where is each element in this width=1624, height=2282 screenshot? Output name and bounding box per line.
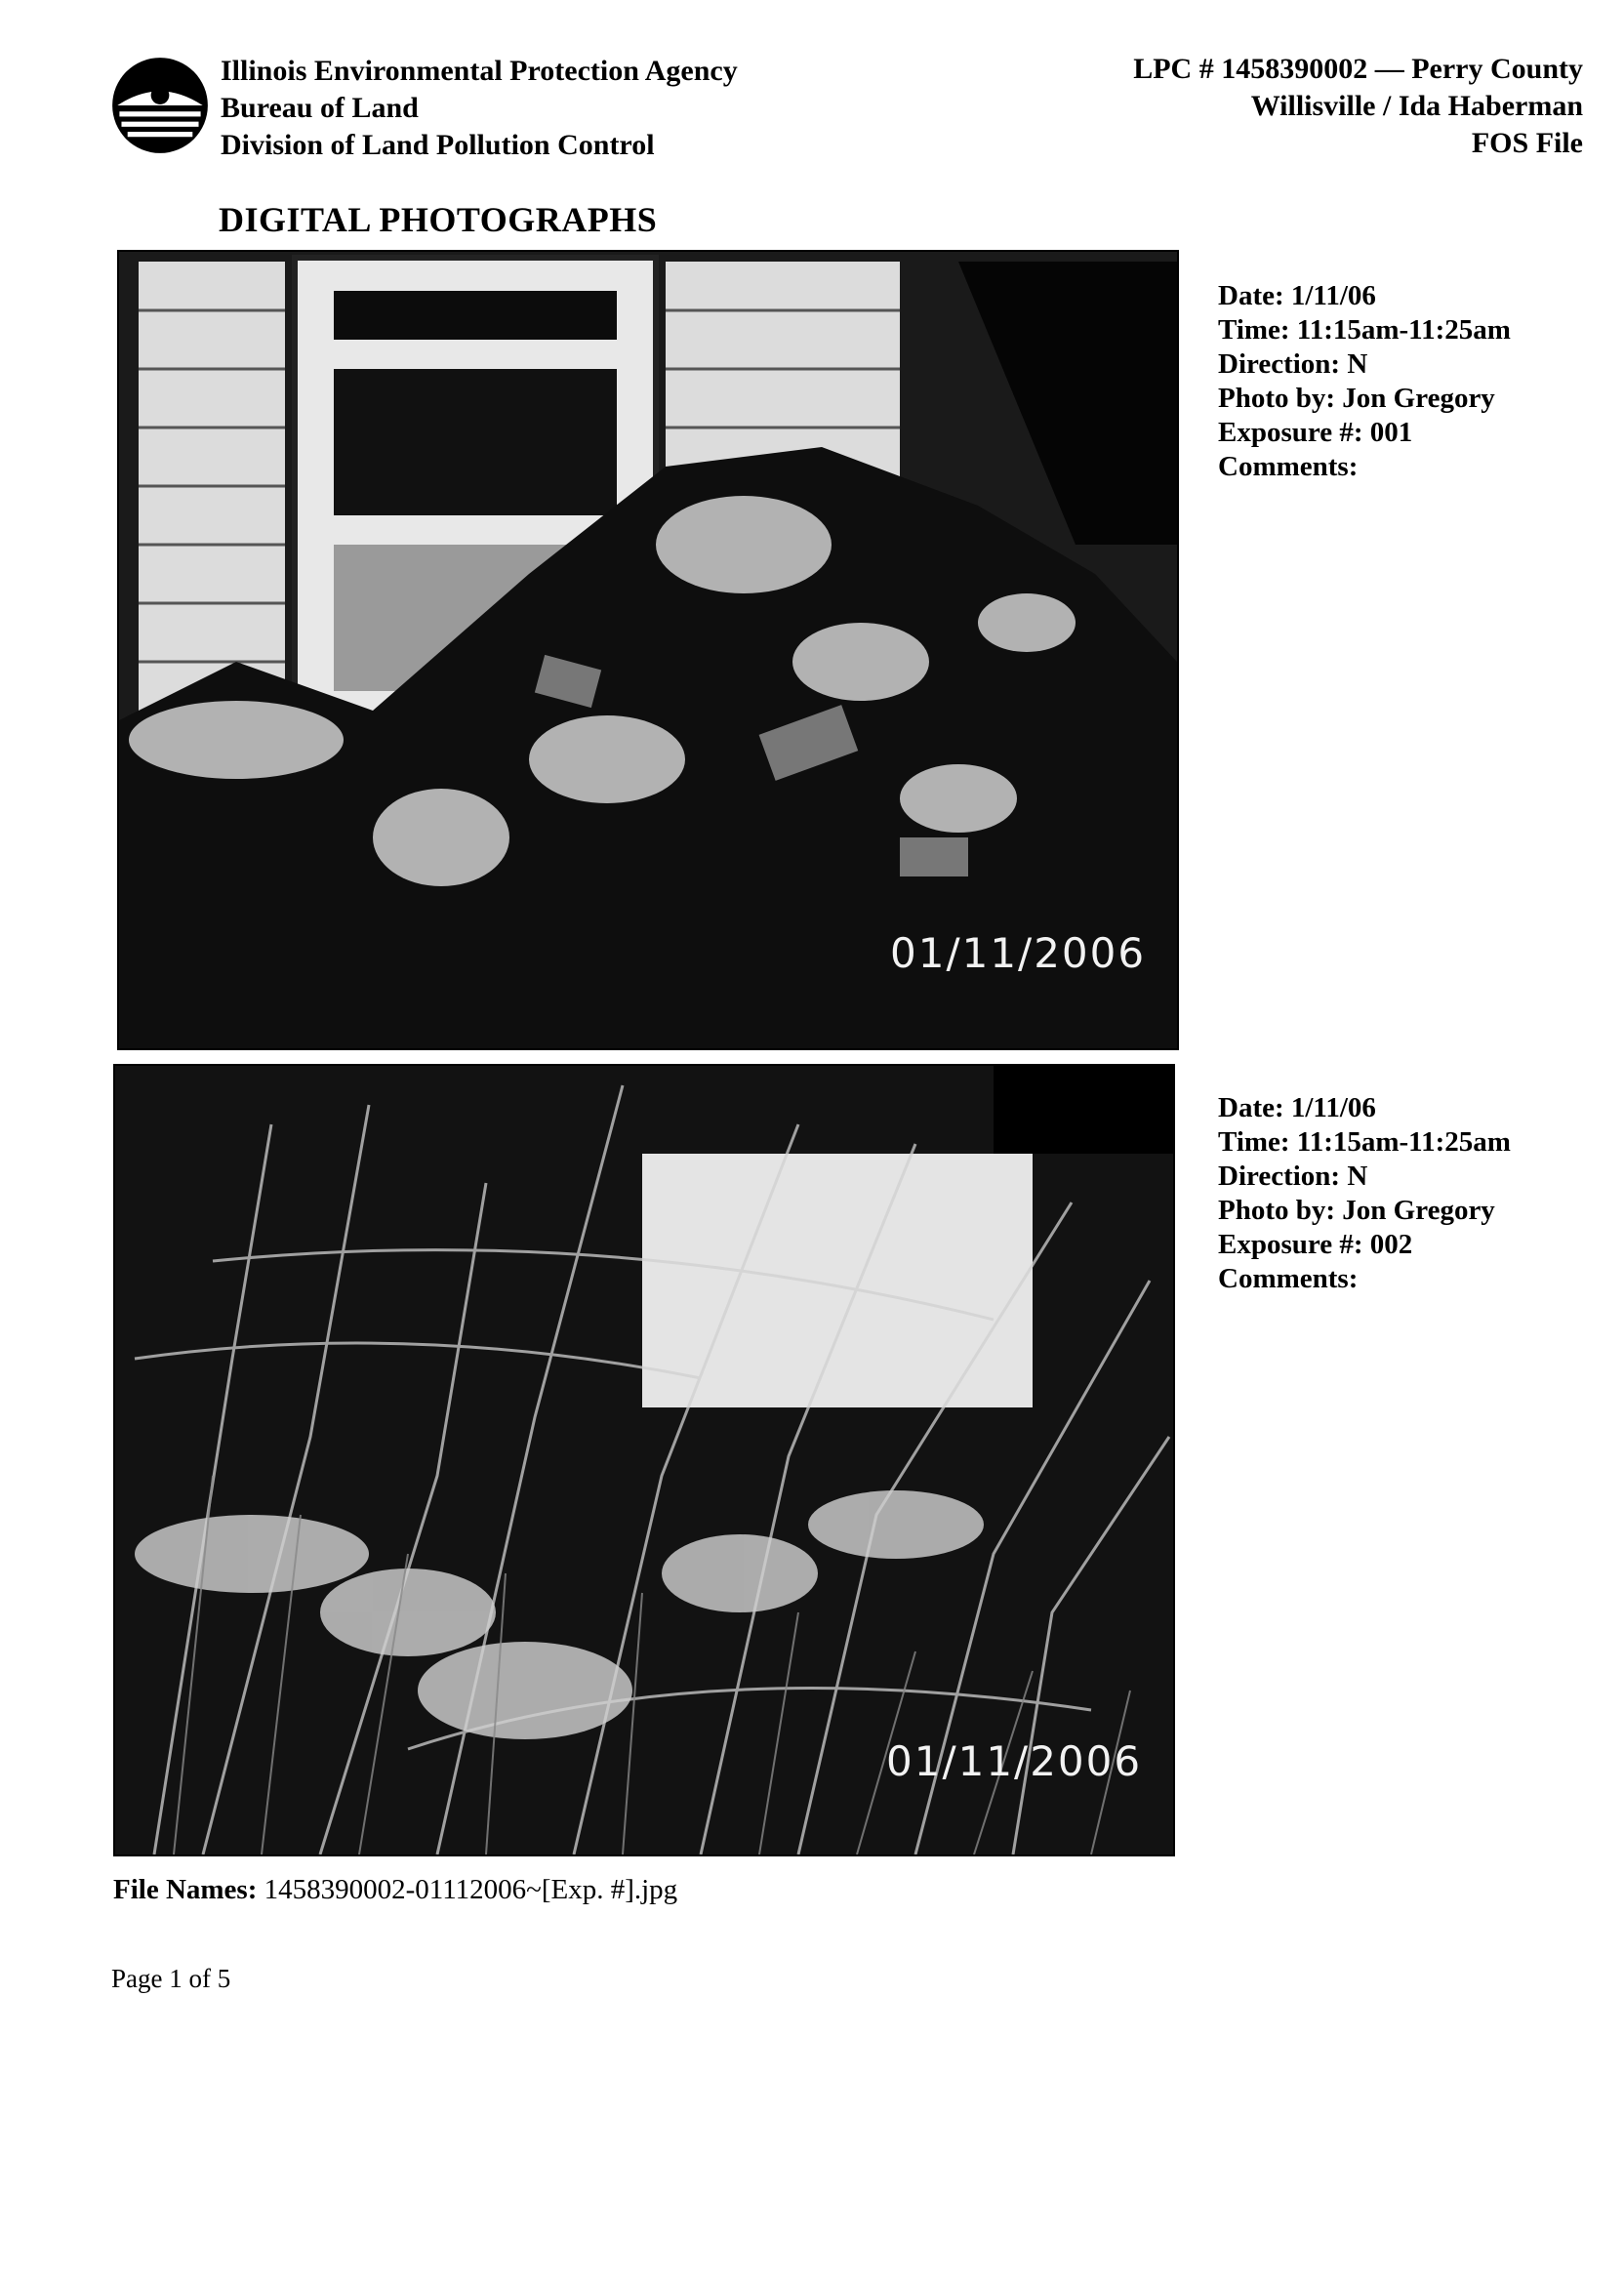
- photo-2-photographer: Photo by: Jon Gregory: [1218, 1195, 1495, 1226]
- photo-2-image: [115, 1066, 1173, 1854]
- photo-2-date-stamp: 01/11/2006: [886, 1737, 1143, 1785]
- page-number: Page 1 of 5: [111, 1964, 231, 1993]
- file-names: [113, 1874, 677, 1906]
- photo-2-exposure: Exposure #: 002: [1218, 1229, 1413, 1260]
- bureau-name: Bureau of Land: [221, 92, 419, 124]
- photo-1: [117, 250, 1179, 1050]
- photo-1-direction: Direction: N: [1218, 348, 1368, 380]
- photo-2: [113, 1064, 1175, 1856]
- photo-1-exposure: Exposure #: 001: [1218, 417, 1413, 448]
- photo-1-photographer: Photo by: Jon Gregory: [1218, 383, 1495, 414]
- division-name: Division of Land Pollution Control: [221, 129, 655, 161]
- photo-1-time: Time: 11:15am-11:25am: [1218, 314, 1511, 346]
- photo-1-date: Date: 1/11/06: [1218, 280, 1376, 311]
- photo-2-metadata: [1218, 1091, 1511, 1296]
- document-title: DIGITAL PHOTOGRAPHS: [219, 200, 658, 239]
- file-names-label: File Names:: [113, 1874, 258, 1905]
- site-name: Willisville / Ida Haberman: [1250, 90, 1583, 122]
- photo-2-comments: Comments:: [1218, 1263, 1359, 1294]
- iepa-logo: [109, 55, 211, 156]
- photo-2-date: Date: 1/11/06: [1218, 1092, 1376, 1123]
- photo-1-comments: Comments:: [1218, 451, 1359, 482]
- photo-1-date-stamp: 01/11/2006: [890, 929, 1147, 977]
- file-type: FOS File: [1471, 127, 1583, 159]
- file-names-value: 1458390002-01112006~[Exp. #].jpg: [257, 1874, 678, 1905]
- lpc-number: LPC # 1458390002 — Perry County: [1133, 53, 1583, 85]
- photo-1-metadata: [1218, 279, 1511, 484]
- photo-2-direction: Direction: N: [1218, 1161, 1368, 1192]
- photo-2-time: Time: 11:15am-11:25am: [1218, 1126, 1511, 1158]
- agency-name: Illinois Environmental Protection Agency: [221, 55, 738, 87]
